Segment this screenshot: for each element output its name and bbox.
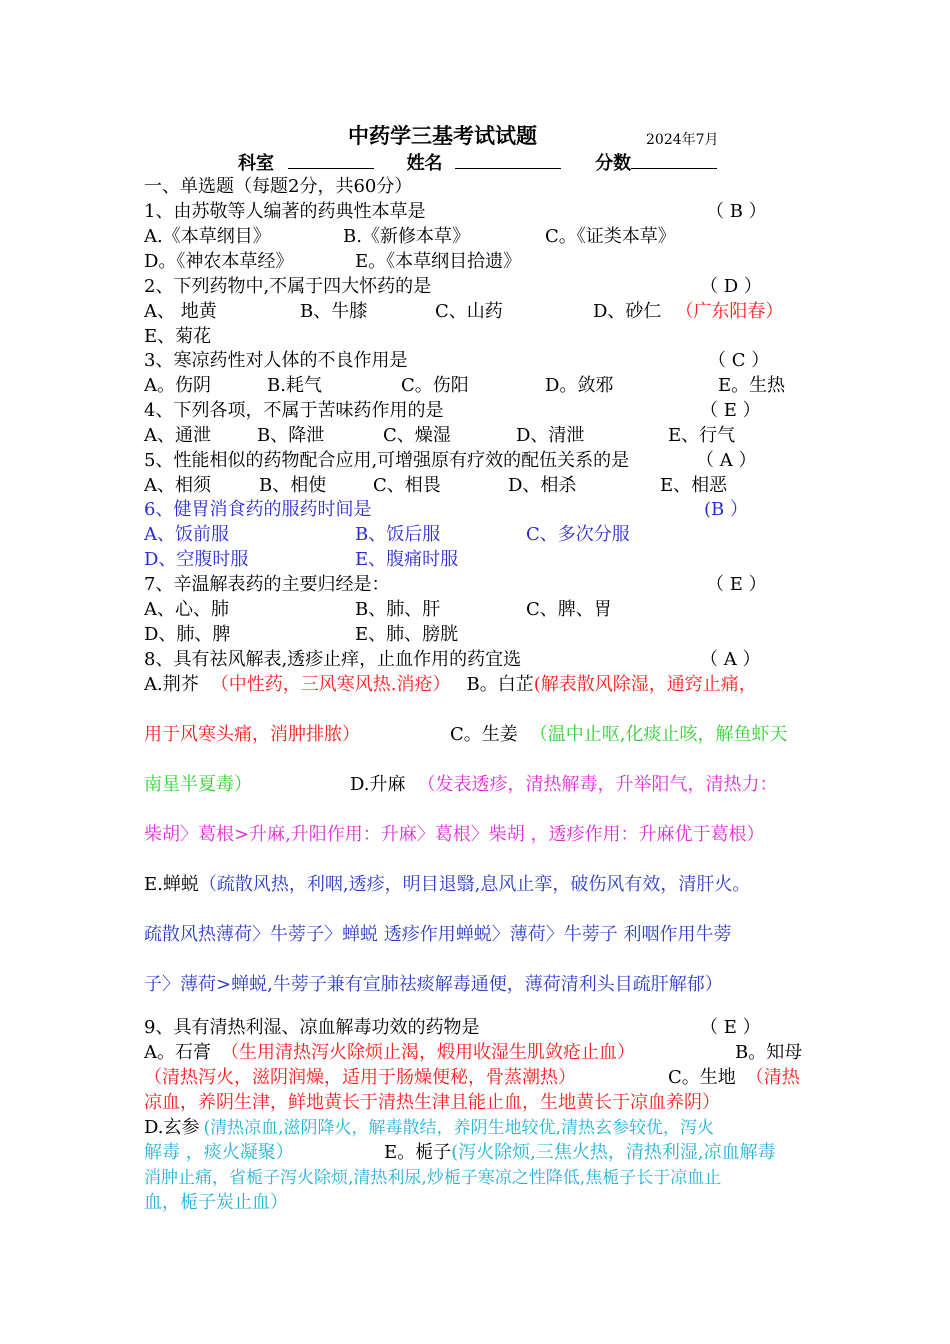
- q8-option-a-note: （中性药，三风寒风热.消疮）: [210, 674, 451, 695]
- q3-option-d: D。敛邪: [545, 375, 614, 396]
- q2-option-d-text: D、砂仁: [593, 301, 662, 322]
- q1-answer: （ B ）: [706, 201, 767, 222]
- q6-option-d: D、空腹时服: [144, 549, 249, 570]
- q2-stem: 2、下列药物中,不属于四大怀药的是: [144, 276, 432, 297]
- q8-option-a: [144, 673, 757, 697]
- name-label: 姓名: [406, 153, 443, 174]
- q1-option-b: B.《新修本草》: [343, 226, 470, 247]
- q9-option-d-note-cont: 解毒 ，痰火凝聚）: [144, 1142, 294, 1163]
- q6-answer: (B ）: [704, 499, 748, 520]
- q8-stem: 8、具有祛风解表,透疹止痒，止血作用的药宜选: [144, 649, 522, 670]
- q9-option-d-text: D.玄参: [144, 1117, 200, 1138]
- section-title: 一、单选题（每题2分，共60分）: [144, 176, 413, 197]
- q5-option-e: E、相恶: [660, 475, 728, 496]
- q8-option-d-note-cont: 柴胡〉葛根>升麻,升阳作用：升麻〉葛根〉柴胡 ，透疹作用：升麻优于葛根）: [144, 824, 765, 845]
- q8-option-b-note-cont: 用于风寒头痛，消肿排脓）: [144, 724, 360, 745]
- q8-option-c: [450, 723, 788, 747]
- q4-option-e: E、行气: [668, 425, 736, 446]
- q9-option-c-text: C。生地: [668, 1067, 736, 1088]
- q2-option-c: C、山药: [435, 301, 503, 322]
- score-label: 分数: [595, 153, 632, 174]
- q9-option-b-note: （清热泻火，滋阴润燥，适用于肠燥便秘，骨蒸潮热）: [144, 1067, 576, 1088]
- q1-option-a: A.《本草纲目》: [144, 226, 271, 247]
- q9-option-e-note-cont1: 消肿止痛，省栀子泻火除烦,清热利尿,炒栀子寒凉之性降低,焦栀子长于凉血止: [144, 1168, 722, 1188]
- q4-answer: （ E ）: [700, 400, 761, 421]
- q9-option-d: [144, 1116, 714, 1140]
- q1-stem: 1、由苏敬等人编著的药典性本草是: [144, 201, 426, 222]
- q6-option-c: C、多次分服: [526, 524, 630, 545]
- page-title: 中药学三基考试试题: [348, 124, 537, 148]
- q8-option-a-text: A.荆芥: [144, 674, 199, 695]
- q9-option-b: B。知母: [735, 1042, 803, 1063]
- q9-option-c-note: （清热: [745, 1067, 800, 1088]
- q7-stem: 7、辛温解表药的主要归经是：: [144, 574, 390, 595]
- q9-option-e-text: E。栀子: [384, 1142, 452, 1163]
- q5-option-c: C、相畏: [373, 475, 441, 496]
- q3-answer: （ C ）: [708, 350, 770, 371]
- q2-option-d-note: （广东阳春）: [675, 301, 784, 322]
- q9-option-a: [144, 1041, 635, 1065]
- q3-option-a: A。伤阴: [144, 375, 211, 396]
- q4-option-d: D、清泄: [516, 425, 585, 446]
- q9-option-d-note: (清热凉血,滋阴降火，解毒散结，养阴生地较优,清热玄参较优，泻火: [203, 1118, 714, 1138]
- q8-option-d-text: D.升麻: [350, 774, 406, 795]
- q8-option-c-note: （温中止呕,化痰止咳，解鱼虾天: [529, 724, 788, 745]
- q9-option-e-note-cont2: 血，栀子炭止血）: [144, 1192, 288, 1213]
- q8-answer: （ A ）: [700, 649, 761, 670]
- q7-option-b: B、肺、肝: [355, 599, 441, 620]
- q6-option-b: B、饭后服: [355, 524, 441, 545]
- q8-option-e-text: E.蝉蜕: [144, 874, 199, 895]
- q4-option-c: C、燥湿: [383, 425, 451, 446]
- q9-option-c-note-cont: 凉血，养阴生津，鲜地黄长于清热生津且能止血，生地黄长于凉血养阴）: [144, 1092, 720, 1113]
- q7-option-e: E、肺、膀胱: [355, 624, 459, 645]
- q3-option-b: B.耗气: [267, 375, 322, 396]
- q9-option-e: [384, 1141, 776, 1165]
- q4-stem: 4、下列各项，不属于苦味药作用的是: [144, 400, 444, 421]
- q7-option-a: A、心、肺: [144, 599, 229, 620]
- q7-option-c: C、脾、胃: [526, 599, 612, 620]
- q8-option-e: [144, 873, 750, 897]
- dept-label: 科室: [238, 153, 274, 174]
- q5-option-b: B、相使: [259, 475, 327, 496]
- q1-option-d: D。《神农本草经》: [144, 251, 294, 272]
- q4-option-b: B、降泄: [257, 425, 325, 446]
- q9-stem: 9、具有清热利湿、凉血解毒功效的药物是: [144, 1017, 480, 1038]
- q8-option-e-note-cont1: 疏散风热薄荷〉牛蒡子〉蝉蜕 透疹作用蝉蜕〉薄荷〉牛蒡子 利咽作用牛蒡: [144, 924, 732, 945]
- q5-option-a: A、相须: [144, 475, 211, 496]
- q3-option-e: E。生热: [718, 375, 786, 396]
- q8-option-b-note: (解表散风除湿，通窍止痛，: [533, 674, 757, 695]
- q8-option-c-note-cont: 南星半夏毒）: [144, 774, 252, 795]
- q9-option-a-text: A。石膏: [144, 1042, 211, 1063]
- q1-option-c: C。《证类本草》: [545, 226, 676, 247]
- q6-stem: 6、健胃消食药的服药时间是: [144, 499, 372, 520]
- q9-option-c: [668, 1066, 800, 1090]
- q5-option-d: D、相杀: [508, 475, 577, 496]
- q8-option-c-text: C。生姜: [450, 724, 518, 745]
- q7-answer: （ E ）: [706, 574, 767, 595]
- q9-option-e-note: (泻火除烦,三焦火热，清热利湿,凉血解毒: [451, 1142, 776, 1163]
- q8-option-d: [350, 773, 778, 797]
- q8-option-e-note: （疏散风热，利咽,透疹，明目退翳,息风止挛，破伤风有效，清肝火。: [198, 874, 751, 895]
- dept-field[interactable]: [288, 150, 374, 169]
- q9-answer: （ E ）: [700, 1017, 761, 1038]
- q2-option-d: [593, 300, 783, 324]
- score-field[interactable]: [631, 150, 717, 169]
- q3-stem: 3、寒凉药性对人体的不良作用是: [144, 350, 408, 371]
- exam-date: 2024年7月: [646, 132, 719, 148]
- q5-stem: 5、性能相似的药物配合应用,可增强原有疗效的配伍关系的是: [144, 450, 630, 471]
- q3-option-c: C。伤阳: [401, 375, 469, 396]
- q6-option-e: E、腹痛时服: [355, 549, 459, 570]
- q7-option-d: D、肺、脾: [144, 624, 231, 645]
- q8-option-b-text: B。白芷: [466, 674, 534, 695]
- header-fields: [238, 150, 717, 176]
- q2-option-a: A、 地黄: [144, 301, 217, 322]
- q8-option-e-note-cont2: 子〉薄荷>蝉蜕,牛蒡子兼有宣肺祛痰解毒通便，薄荷清利头目疏肝解郁）: [144, 974, 723, 995]
- q2-option-e: E、菊花: [144, 326, 212, 347]
- q9-option-a-note: （生用清热泻火除烦止渴，煅用收湿生肌敛疮止血）: [221, 1042, 635, 1063]
- q5-answer: （ A ）: [696, 450, 757, 471]
- q2-option-b: B、牛膝: [300, 301, 368, 322]
- q6-option-a: A、饭前服: [144, 524, 229, 545]
- q4-option-a: A、通泄: [144, 425, 211, 446]
- q1-option-e: E。《本草纲目拾遗》: [355, 251, 522, 272]
- q8-option-d-note: （发表透疹，清热解毒，升举阳气，清热力：: [417, 774, 778, 795]
- name-field[interactable]: [455, 150, 561, 169]
- q2-answer: （ D ）: [700, 276, 762, 297]
